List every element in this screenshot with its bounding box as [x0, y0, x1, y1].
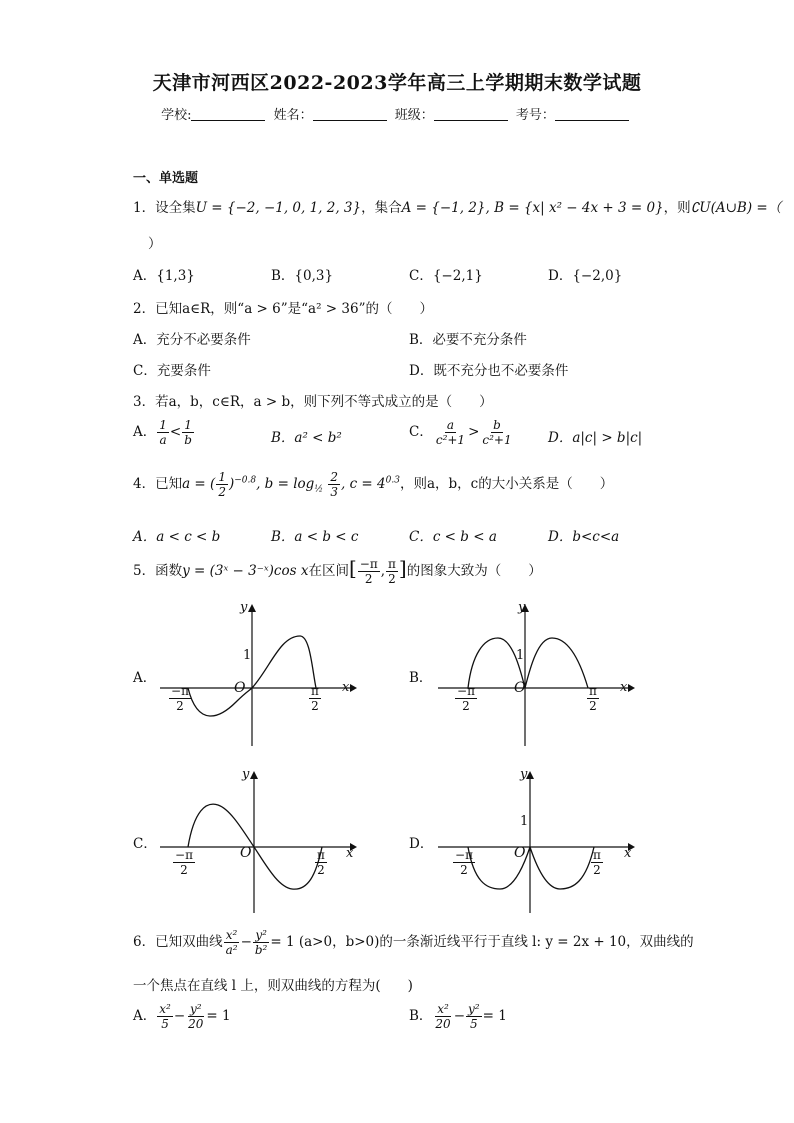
graph-c-origin: O	[240, 845, 252, 861]
q2-option-d[interactable]: D．既不充分也不必要条件	[409, 363, 569, 379]
graph-b-x-label: x	[620, 680, 628, 695]
question-6: 6．已知双曲线 $\frac{\text{x²}}{\text{a²}}$ − $\frac{\text{y²}}{\text{b²}}$ = 1 (a>0，b>0)的一条渐近线平行于直线 l: y = 2x + 10，双曲线的	[133, 928, 694, 957]
q3-stem: 若a，b，c∈R，a > b，则下列不等式成立的是（ ）	[155, 394, 493, 410]
q5-function: y = (3ˣ − 3⁻ˣ)cos x	[182, 563, 309, 579]
q5-stem-b: 在区间	[308, 563, 349, 579]
q1-stem-c: ，则	[663, 200, 691, 216]
curve	[468, 638, 588, 688]
q1-option-a[interactable]: A．{1,3}	[133, 268, 195, 284]
frac-1-over-b: $\frac{1}{b}$	[184, 418, 192, 447]
q1-set-ab: A = {−1, 2}, B = {x| x² − 4x + 3 = 0}	[401, 200, 664, 216]
q4-stem-a: 已知	[155, 476, 183, 492]
name-label: 姓名：	[273, 108, 313, 123]
q1-option-b[interactable]: B．{0,3}	[271, 268, 334, 284]
q3-option-c[interactable]: C． $\frac{a}{\text{c²+1}}$ > $\frac{b}{\text{c²+1}}$	[409, 418, 512, 447]
exam-no-blank	[555, 108, 629, 121]
q2-number: 2．	[133, 301, 156, 317]
x-arrow-icon	[350, 684, 357, 692]
q6-option-b-label: B．	[409, 1008, 433, 1024]
frac-a-over-c2: $\frac{a}{\text{c²+1}}$	[435, 418, 466, 447]
graph-d	[428, 765, 643, 915]
frac-x2-a2: $\frac{\text{x²}}{\text{a²}}$	[225, 928, 238, 957]
q3-option-a[interactable]: A． $\frac{1}{a}$ < $\frac{1}{b}$	[133, 418, 192, 447]
frac-1-over-a: $\frac{1}{a}$	[159, 418, 167, 447]
graph-b	[428, 598, 643, 748]
q1-option-c[interactable]: C．{−2,1}	[409, 268, 483, 284]
x-arrow-icon	[628, 684, 635, 692]
question-5: 5．函数y = (3ˣ − 3⁻ˣ)cos x在区间[ $\frac{-\pi}{2}$ , $\frac{\pi}{2}$ ]的图象大致为（ ）	[133, 556, 542, 586]
q4-number: 4．	[133, 476, 156, 492]
graph-a-y-label: y	[240, 600, 248, 615]
section-heading: 一、单选题	[133, 171, 199, 186]
class-blank	[434, 108, 508, 121]
school-label: 学校:	[161, 108, 192, 123]
graph-a	[150, 598, 365, 748]
q3-option-b[interactable]: B．a² < b²	[271, 430, 342, 446]
q1-set-u: U = {−2, −1, 0, 1, 2, 3}	[195, 200, 362, 216]
q6-stem-a: 已知双曲线	[155, 934, 223, 950]
graph-d-neg-half-pi: $\frac{-\pi}{2}$	[455, 848, 473, 877]
q6-stem-b: = 1 (a>0，b>0)的一条渐近线平行于直线 l: y = 2x + 10，双曲线的	[270, 934, 694, 950]
graph-b-half-pi: $\frac{\pi}{2}$	[589, 684, 597, 713]
q2-option-c[interactable]: C．充要条件	[133, 363, 211, 379]
graph-b-neg-half-pi: $\frac{-\pi}{2}$	[457, 684, 475, 713]
graph-a-origin: O	[234, 680, 246, 696]
q3-option-d[interactable]: D．a|c| > b|c|	[548, 430, 643, 446]
q5-option-d[interactable]: D．	[409, 836, 434, 852]
q3-option-a-label: A．	[133, 424, 157, 440]
name-blank	[313, 108, 387, 121]
graph-c-y-label: y	[242, 767, 250, 782]
q1-number: 1．	[133, 200, 156, 216]
q1-option-d[interactable]: D．{−2,0}	[548, 268, 623, 284]
q4-option-a[interactable]: A．a < c < b	[133, 529, 221, 545]
q4-a-def: a = ( $\frac{1}{2}$ )$^{-0.8}$, $b = \log_{\frac{1}{2}}$ $\frac{2}{3}$ , $c = 4^{0.3}$	[182, 470, 400, 499]
graph-b-y-label: y	[518, 600, 526, 615]
y-arrow-icon	[248, 604, 256, 612]
q6-number: 6．	[133, 934, 156, 950]
graph-d-one: 1	[520, 814, 529, 829]
q5-number: 5．	[133, 563, 156, 579]
graph-a-x-label: x	[342, 680, 350, 695]
q5-stem-a: 函数	[155, 563, 183, 579]
graph-d-x-label: x	[624, 846, 632, 861]
q4-option-c[interactable]: C．c < b < a	[409, 529, 497, 545]
curve	[468, 847, 594, 889]
page-title: 天津市河西区2022-2023学年高三上学期期末数学试题	[152, 72, 642, 94]
q4-stem-b: ，则a，b，c的大小关系是（ ）	[399, 476, 614, 492]
graph-a-one: 1	[243, 648, 252, 663]
q2-stem: 已知a∈R，则“a > 6”是“a² > 36”的（ ）	[155, 301, 433, 317]
q5-interval-right: $\frac{\pi}{2}$	[388, 557, 396, 586]
q4-option-d[interactable]: D．b<c<a	[548, 529, 620, 545]
graph-d-origin: O	[514, 845, 526, 861]
graph-d-y-label: y	[520, 767, 528, 782]
q6-stem-c: 一个焦点在直线 l 上，则双曲线的方程为( )	[133, 978, 413, 994]
q6-option-b[interactable]: B． $\frac{\text{x²}}{20}$ − $\frac{\text{y²}}{5}$ = 1	[409, 1002, 507, 1031]
q1-stem-a: 设全集	[155, 200, 196, 216]
graph-a-neg-half-pi: $\frac{-\pi}{2}$	[171, 684, 189, 713]
q1-stem-b: ，集合	[361, 200, 402, 216]
q1-complement: ∁U(A∪B) =（	[690, 200, 782, 216]
question-2	[133, 297, 433, 317]
q5-option-c[interactable]: C．	[133, 836, 157, 852]
q5-option-b[interactable]: B．	[409, 670, 433, 686]
graph-c-x-label: x	[346, 846, 354, 861]
q5-interval: [	[348, 556, 357, 580]
q2-option-a[interactable]: A．充分不必要条件	[133, 332, 251, 348]
q3-option-c-label: C．	[409, 424, 433, 440]
student-info-line	[0, 104, 794, 123]
graph-c	[150, 765, 365, 915]
question-3	[133, 390, 493, 410]
q5-interval-left: $\frac{-\pi}{2}$	[359, 557, 378, 586]
class-label: 班级：	[394, 108, 434, 123]
question-1	[133, 196, 781, 216]
q2-option-b[interactable]: B．必要不充分条件	[409, 332, 527, 348]
frac-b-over-c2: $\frac{b}{\text{c²+1}}$	[482, 418, 512, 447]
q6-option-a-label: A．	[133, 1008, 157, 1024]
q1-close-paren: ）	[148, 236, 162, 252]
q4-option-b[interactable]: B．a < b < c	[271, 529, 359, 545]
q5-option-a[interactable]: A．	[133, 670, 157, 686]
y-arrow-icon	[250, 771, 258, 779]
graph-d-half-pi: $\frac{\pi}{2}$	[593, 848, 601, 877]
frac-y2-b2: $\frac{\text{y²}}{\text{b²}}$	[254, 928, 268, 957]
q6-option-a[interactable]: A． $\frac{\text{x²}}{5}$ − $\frac{\text{y²}}{20}$ = 1	[133, 1002, 231, 1031]
graph-b-origin: O	[514, 680, 526, 696]
graph-c-half-pi: $\frac{\pi}{2}$	[317, 848, 325, 877]
exam-no-label: 考号：	[515, 108, 555, 123]
question-4	[133, 470, 613, 499]
school-blank	[191, 108, 265, 121]
graph-c-neg-half-pi: $\frac{-\pi}{2}$	[175, 848, 193, 877]
graph-a-half-pi: $\frac{\pi}{2}$	[311, 684, 319, 713]
graph-b-one: 1	[516, 648, 525, 663]
q3-number: 3．	[133, 394, 156, 410]
q5-stem-c: 的图象大致为（ ）	[406, 563, 542, 579]
